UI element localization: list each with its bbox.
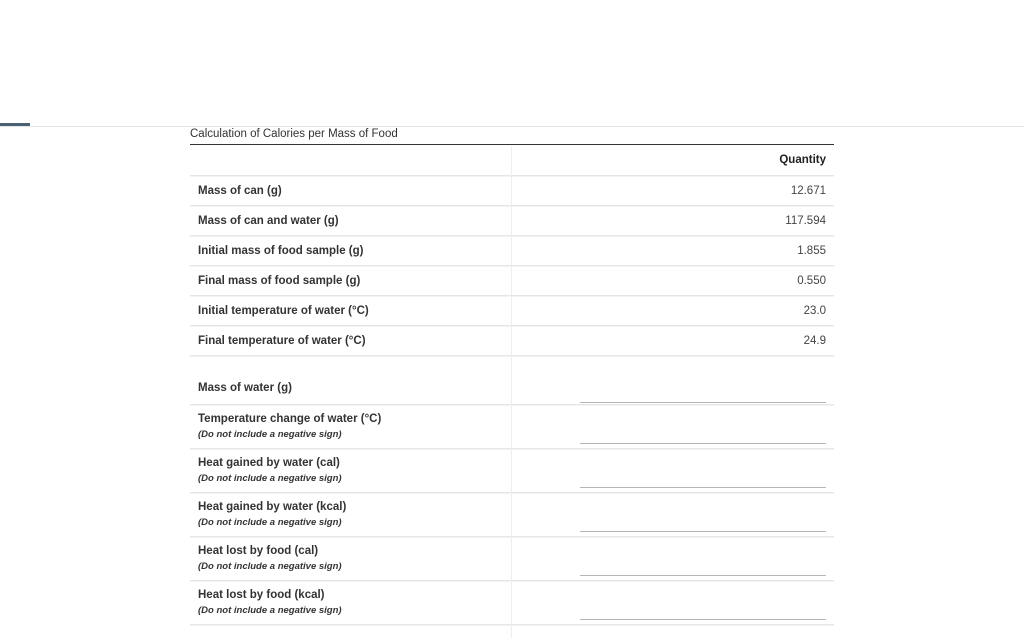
table-title: Calculation of Calories per Mass of Food xyxy=(190,128,834,145)
input-row xyxy=(190,405,834,449)
label-heat-lost-cal: Heat lost by food (cal) xyxy=(198,545,319,557)
label-heat-gained-cal: Heat gained by water (cal) xyxy=(198,457,340,469)
note-no-negative-sign: (Do not include a negative sign) xyxy=(198,605,342,616)
input-row xyxy=(190,370,834,405)
row-value-initial-mass-food: 1.855 xyxy=(797,245,826,257)
row-label-final-temp: Final temperature of water (°C) xyxy=(198,335,366,347)
row-label-initial-temp: Initial temperature of water (°C) xyxy=(198,305,369,317)
note-no-negative-sign: (Do not include a negative sign) xyxy=(198,561,342,572)
label-temperature-change: Temperature change of water (°C) xyxy=(198,413,382,425)
row-value-final-mass-food: 0.550 xyxy=(797,275,826,287)
row-value-final-temp: 24.9 xyxy=(803,335,826,347)
label-mass-of-water: Mass of water (g) xyxy=(198,382,292,394)
table-row xyxy=(190,176,834,206)
row-label-initial-mass-food: Initial mass of food sample (g) xyxy=(198,245,364,257)
heat-lost-kcal-input[interactable] xyxy=(580,605,826,620)
quantity-header: Quantity xyxy=(190,145,834,176)
section-spacer xyxy=(190,356,834,370)
row-label-mass-of-can: Mass of can (g) xyxy=(198,185,282,197)
input-row xyxy=(190,581,834,625)
table-row xyxy=(190,326,834,356)
heat-lost-cal-input[interactable] xyxy=(580,561,826,576)
heat-gained-kcal-input[interactable] xyxy=(580,517,826,532)
temperature-change-input[interactable] xyxy=(580,429,826,444)
input-row xyxy=(190,537,834,581)
top-rule xyxy=(0,126,1024,127)
table-row xyxy=(190,236,834,266)
label-heat-gained-kcal: Heat gained by water (kcal) xyxy=(198,501,347,513)
mass-of-water-input[interactable] xyxy=(580,388,826,403)
heat-gained-cal-input[interactable] xyxy=(580,473,826,488)
note-no-negative-sign: (Do not include a negative sign) xyxy=(198,473,342,484)
row-label-mass-of-can-and-water: Mass of can and water (g) xyxy=(198,215,339,227)
input-row xyxy=(190,449,834,493)
calories-table xyxy=(190,128,834,625)
table-row xyxy=(190,296,834,326)
table-row xyxy=(190,206,834,236)
row-label-final-mass-food: Final mass of food sample (g) xyxy=(198,275,361,287)
note-no-negative-sign: (Do not include a negative sign) xyxy=(198,517,342,528)
label-heat-lost-kcal: Heat lost by food (kcal) xyxy=(198,589,325,601)
note-no-negative-sign: (Do not include a negative sign) xyxy=(198,429,342,440)
row-value-initial-temp: 23.0 xyxy=(803,305,826,317)
row-value-mass-of-can-and-water: 117.594 xyxy=(785,215,826,227)
table-row xyxy=(190,266,834,296)
row-value-mass-of-can: 12.671 xyxy=(790,185,826,197)
input-row xyxy=(190,493,834,537)
accent-bar xyxy=(0,123,30,126)
